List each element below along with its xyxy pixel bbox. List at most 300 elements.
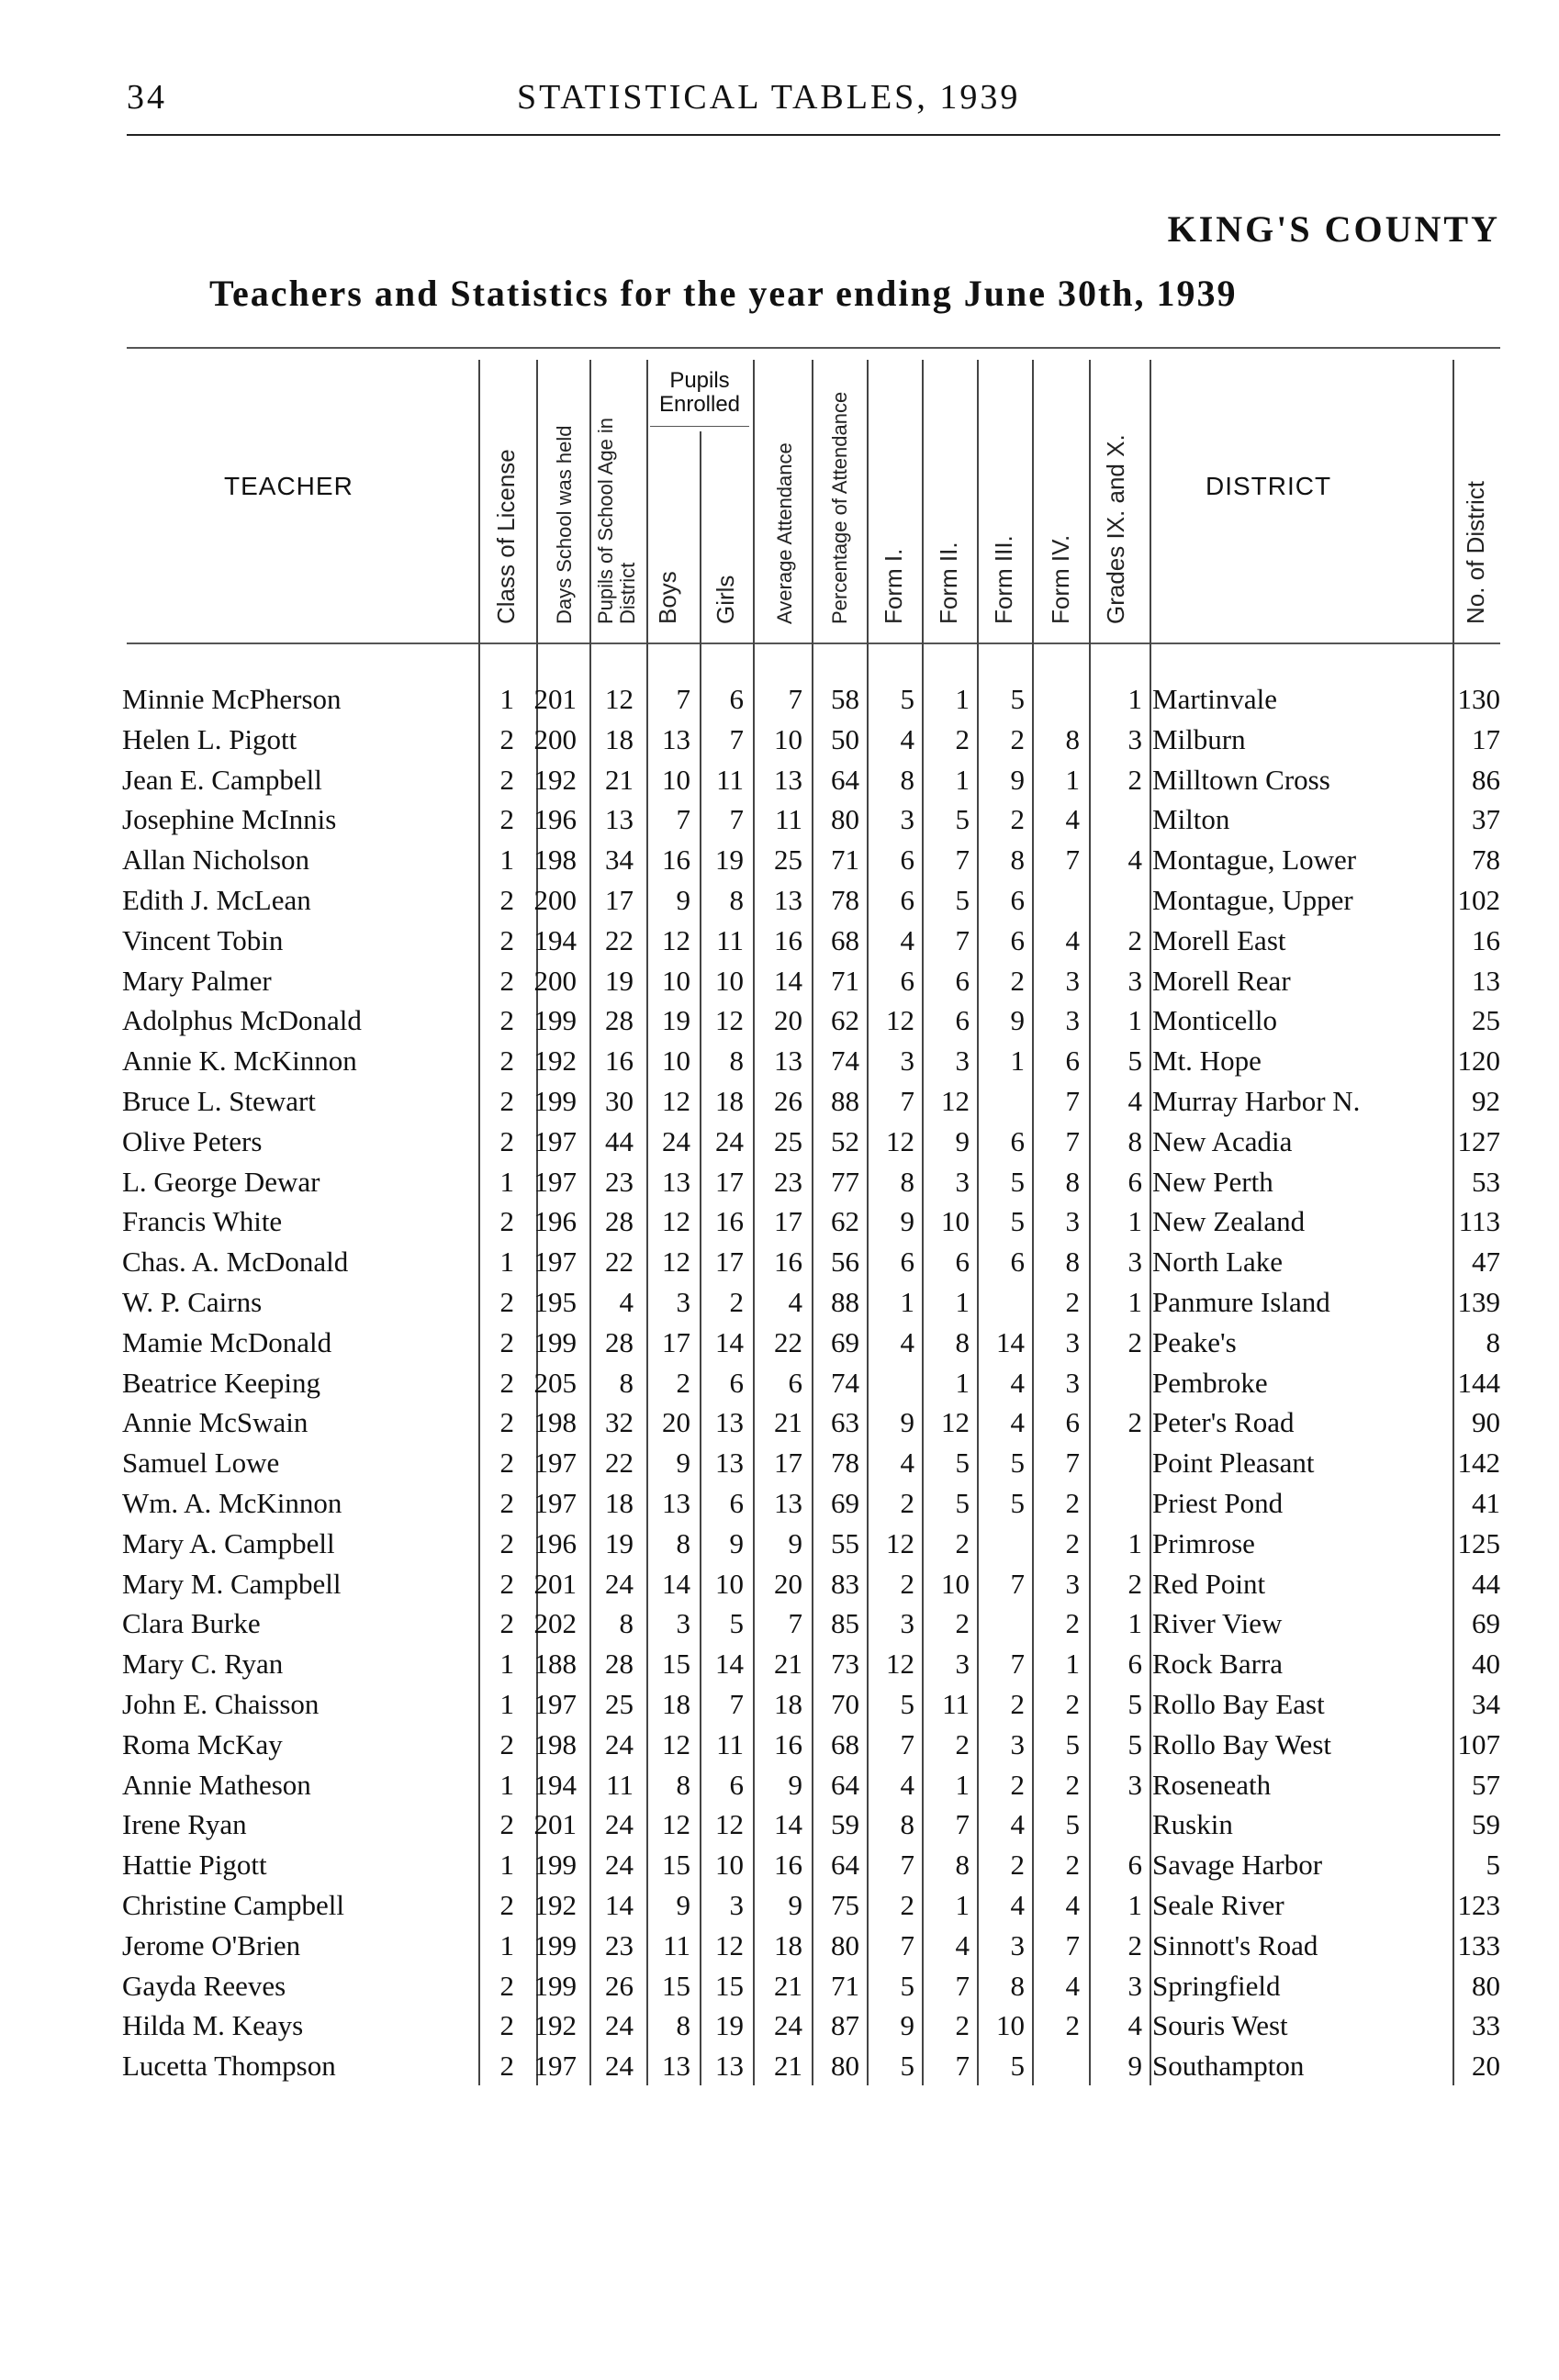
cell-pct: 55 xyxy=(831,1526,859,1559)
cell-age: 11 xyxy=(606,1768,634,1801)
cell-lic: 2 xyxy=(499,1487,514,1519)
cell-f1: 12 xyxy=(886,1648,914,1681)
cell-age: 19 xyxy=(605,964,634,997)
table-row xyxy=(0,1041,1559,1081)
cell-boys: 19 xyxy=(662,1004,690,1037)
cell-f3: 9 xyxy=(1010,763,1025,796)
table-row xyxy=(0,1805,1559,1845)
cell-f4: 6 xyxy=(1065,1045,1080,1078)
teacher-name: Adolphus McDonald xyxy=(122,1004,362,1037)
cell-boys: 12 xyxy=(662,1205,690,1238)
cell-f2: 3 xyxy=(955,1165,970,1198)
cell-age: 14 xyxy=(605,1889,634,1921)
cell-lic: 2 xyxy=(499,722,514,755)
cell-days: 195 xyxy=(533,1286,577,1318)
cell-lic: 2 xyxy=(499,1727,514,1760)
district-column-header: DISTRICT xyxy=(1206,472,1332,500)
cell-days: 199 xyxy=(533,1325,577,1358)
cell-avg: 20 xyxy=(774,1004,802,1037)
cell-boys: 16 xyxy=(662,844,690,877)
cell-lic: 2 xyxy=(499,1969,514,2002)
cell-girls: 17 xyxy=(715,1246,744,1279)
cell-age: 25 xyxy=(605,1688,634,1720)
cell-f2: 2 xyxy=(955,722,970,755)
cell-age: 18 xyxy=(605,722,634,755)
cell-no: 144 xyxy=(1457,1366,1500,1399)
cell-lic: 1 xyxy=(499,1246,514,1279)
cell-boys: 13 xyxy=(662,722,690,755)
cell-lic: 2 xyxy=(499,964,514,997)
cell-gr: 2 xyxy=(1127,923,1142,956)
cell-lic: 2 xyxy=(499,923,514,956)
cell-lic: 1 xyxy=(499,683,514,715)
table-row xyxy=(0,1725,1559,1765)
teacher-name: Chas. A. McDonald xyxy=(122,1246,349,1279)
teacher-name: Hilda M. Keays xyxy=(122,2009,304,2042)
cell-avg: 21 xyxy=(774,1648,802,1681)
cell-avg: 7 xyxy=(788,683,802,715)
teacher-name: Olive Peters xyxy=(122,1124,263,1157)
district-name: Murray Harbor N. xyxy=(1152,1085,1361,1117)
cell-avg: 17 xyxy=(774,1205,802,1238)
cell-f2: 7 xyxy=(955,844,970,877)
cell-f1: 4 xyxy=(900,722,914,755)
cell-lic: 1 xyxy=(499,1165,514,1198)
cell-avg: 6 xyxy=(788,1366,802,1399)
district-name: Morell East xyxy=(1152,923,1286,956)
cell-age: 26 xyxy=(605,1969,634,2002)
table-row xyxy=(0,921,1559,961)
cell-f4: 7 xyxy=(1065,1085,1080,1117)
cell-f3: 1 xyxy=(1010,1045,1025,1078)
cell-days: 194 xyxy=(533,923,577,956)
cell-lic: 2 xyxy=(499,2050,514,2083)
cell-f4: 2 xyxy=(1065,1607,1080,1640)
cell-f3: 4 xyxy=(1010,1406,1025,1439)
cell-avg: 16 xyxy=(774,1849,802,1882)
teacher-name: Allan Nicholson xyxy=(122,844,310,877)
cell-boys: 13 xyxy=(662,1165,690,1198)
cell-avg: 9 xyxy=(788,1889,802,1921)
header-rule xyxy=(127,134,1500,136)
cell-f3: 2 xyxy=(1010,964,1025,997)
cell-no: 34 xyxy=(1472,1688,1500,1720)
district-name: Martinvale xyxy=(1152,683,1278,715)
district-name: Monticello xyxy=(1152,1004,1278,1037)
cell-gr: 1 xyxy=(1127,1607,1142,1640)
cell-girls: 2 xyxy=(729,1286,744,1318)
cell-f4: 1 xyxy=(1065,763,1080,796)
cell-avg: 11 xyxy=(775,803,802,836)
district-name: Peter's Road xyxy=(1152,1406,1295,1439)
cell-lic: 2 xyxy=(499,1045,514,1078)
cell-no: 25 xyxy=(1472,1004,1500,1037)
district-name: Panmure Island xyxy=(1152,1286,1330,1318)
cell-avg: 9 xyxy=(788,1526,802,1559)
teacher-name: Jerome O'Brien xyxy=(122,1928,301,1961)
cell-boys: 13 xyxy=(662,2050,690,2083)
cell-gr: 3 xyxy=(1127,722,1142,755)
cell-no: 139 xyxy=(1457,1286,1500,1318)
cell-days: 201 xyxy=(533,1567,577,1600)
table-row xyxy=(0,1926,1559,1966)
cell-no: 125 xyxy=(1457,1526,1500,1559)
cell-gr: 4 xyxy=(1127,844,1142,877)
cell-f2: 6 xyxy=(955,1004,970,1037)
cell-age: 32 xyxy=(605,1406,634,1439)
cell-lic: 2 xyxy=(499,2009,514,2042)
pupils-school-age-header: Pupils of School Age in District xyxy=(594,417,639,624)
cell-f2: 1 xyxy=(955,1366,970,1399)
teacher-name: Christine Campbell xyxy=(122,1889,344,1921)
district-name: Peake's xyxy=(1152,1325,1237,1358)
cell-age: 12 xyxy=(605,683,634,715)
cell-f4: 3 xyxy=(1065,1205,1080,1238)
cell-girls: 6 xyxy=(729,1768,744,1801)
district-name: Point Pleasant xyxy=(1152,1447,1315,1480)
cell-gr: 1 xyxy=(1127,1004,1142,1037)
table-row xyxy=(0,1564,1559,1604)
district-name: River View xyxy=(1152,1607,1283,1640)
cell-age: 23 xyxy=(605,1928,634,1961)
cell-f3: 7 xyxy=(1010,1567,1025,1600)
table-row xyxy=(0,1845,1559,1885)
cell-f1: 7 xyxy=(900,1085,914,1117)
cell-f3: 5 xyxy=(1010,1487,1025,1519)
cell-boys: 10 xyxy=(662,964,690,997)
cell-no: 20 xyxy=(1472,2050,1500,2083)
cell-avg: 13 xyxy=(774,1045,802,1078)
form3-header: Form III. xyxy=(990,535,1017,624)
cell-days: 197 xyxy=(533,1246,577,1279)
cell-f2: 7 xyxy=(955,923,970,956)
cell-avg: 25 xyxy=(774,1124,802,1157)
cell-avg: 14 xyxy=(774,1808,802,1841)
cell-lic: 1 xyxy=(499,1768,514,1801)
table-row xyxy=(0,1684,1559,1725)
cell-pct: 74 xyxy=(831,1366,859,1399)
teacher-name: Beatrice Keeping xyxy=(122,1366,321,1399)
table-row xyxy=(0,1885,1559,1926)
cell-boys: 7 xyxy=(676,803,690,836)
cell-girls: 11 xyxy=(716,1727,744,1760)
form2-header: Form II. xyxy=(935,542,962,624)
cell-pct: 64 xyxy=(831,1768,859,1801)
cell-f4: 3 xyxy=(1065,1325,1080,1358)
cell-f1: 5 xyxy=(900,683,914,715)
district-name: Rollo Bay West xyxy=(1152,1727,1331,1760)
cell-days: 192 xyxy=(533,2009,577,2042)
cell-f2: 8 xyxy=(955,1849,970,1882)
cell-girls: 11 xyxy=(716,923,744,956)
district-name: Roseneath xyxy=(1152,1768,1272,1801)
cell-age: 22 xyxy=(605,1246,634,1279)
cell-boys: 17 xyxy=(662,1325,690,1358)
cell-no: 44 xyxy=(1472,1567,1500,1600)
cell-f1: 4 xyxy=(900,923,914,956)
cell-age: 28 xyxy=(605,1648,634,1681)
cell-days: 197 xyxy=(533,2050,577,2083)
cell-girls: 13 xyxy=(715,2050,744,2083)
table-row xyxy=(0,1363,1559,1403)
cell-days: 201 xyxy=(533,1808,577,1841)
cell-f2: 3 xyxy=(955,1648,970,1681)
cell-girls: 10 xyxy=(715,964,744,997)
cell-f3: 4 xyxy=(1010,1366,1025,1399)
cell-lic: 1 xyxy=(499,1928,514,1961)
cell-boys: 3 xyxy=(676,1286,690,1318)
cell-f3: 2 xyxy=(1010,722,1025,755)
district-name: Montague, Upper xyxy=(1152,884,1353,916)
table-row xyxy=(0,2006,1559,2046)
cell-days: 196 xyxy=(533,1205,577,1238)
cell-age: 8 xyxy=(619,1366,634,1399)
cell-f3: 6 xyxy=(1010,1246,1025,1279)
cell-f4: 2 xyxy=(1065,2009,1080,2042)
cell-age: 44 xyxy=(605,1124,634,1157)
cell-pct: 88 xyxy=(831,1085,859,1117)
cell-avg: 14 xyxy=(774,964,802,997)
cell-f2: 12 xyxy=(941,1406,970,1439)
cell-f1: 5 xyxy=(900,2050,914,2083)
table-row xyxy=(0,1122,1559,1162)
teacher-name: Mary M. Campbell xyxy=(122,1567,342,1600)
cell-days: 199 xyxy=(533,1004,577,1037)
cell-girls: 10 xyxy=(715,1849,744,1882)
table-row xyxy=(0,1162,1559,1202)
class-of-license-header: Class of License xyxy=(492,449,520,624)
table-row xyxy=(0,1201,1559,1242)
cell-avg: 18 xyxy=(774,1688,802,1720)
district-name: Souris West xyxy=(1152,2009,1288,2042)
district-name: New Acadia xyxy=(1152,1124,1293,1157)
cell-f2: 11 xyxy=(942,1688,970,1720)
cell-f4: 3 xyxy=(1065,1567,1080,1600)
table-row xyxy=(0,1765,1559,1805)
cell-days: 192 xyxy=(533,763,577,796)
cell-boys: 18 xyxy=(662,1688,690,1720)
cell-f2: 9 xyxy=(955,1124,970,1157)
cell-pct: 50 xyxy=(831,722,859,755)
cell-no: 41 xyxy=(1472,1487,1500,1519)
cell-days: 198 xyxy=(533,1727,577,1760)
cell-f1: 12 xyxy=(886,1526,914,1559)
table-row xyxy=(0,1966,1559,2006)
cell-no: 5 xyxy=(1486,1849,1500,1882)
cell-lic: 2 xyxy=(499,803,514,836)
cell-gr: 8 xyxy=(1127,1124,1142,1157)
cell-f2: 1 xyxy=(955,763,970,796)
cell-pct: 69 xyxy=(831,1325,859,1358)
district-name: Savage Harbor xyxy=(1152,1849,1323,1882)
table-row xyxy=(0,1603,1559,1644)
cell-f2: 2 xyxy=(955,1607,970,1640)
cell-f4: 7 xyxy=(1065,1928,1080,1961)
district-name: Primrose xyxy=(1152,1526,1255,1559)
cell-f1: 5 xyxy=(900,1688,914,1720)
cell-f3: 6 xyxy=(1010,1124,1025,1157)
cell-gr: 9 xyxy=(1127,2050,1142,2083)
table-row xyxy=(0,1000,1559,1041)
cell-boys: 12 xyxy=(662,1808,690,1841)
cell-f1: 6 xyxy=(900,964,914,997)
cell-lic: 2 xyxy=(499,1526,514,1559)
district-name: Southampton xyxy=(1152,2050,1305,2083)
cell-lic: 2 xyxy=(499,1889,514,1921)
teacher-name: Edith J. McLean xyxy=(122,884,311,916)
cell-no: 57 xyxy=(1472,1768,1500,1801)
cell-girls: 11 xyxy=(716,763,744,796)
cell-pct: 71 xyxy=(831,964,859,997)
cell-boys: 13 xyxy=(662,1487,690,1519)
cell-age: 30 xyxy=(605,1085,634,1117)
cell-f1: 3 xyxy=(900,1607,914,1640)
teacher-column-header: TEACHER xyxy=(224,472,353,500)
cell-f1: 12 xyxy=(886,1004,914,1037)
cell-f3: 6 xyxy=(1010,923,1025,956)
cell-girls: 3 xyxy=(729,1889,744,1921)
cell-no: 86 xyxy=(1472,763,1500,796)
district-name: Montague, Lower xyxy=(1152,844,1357,877)
cell-days: 196 xyxy=(533,803,577,836)
cell-f4: 2 xyxy=(1065,1487,1080,1519)
table-subtitle: Teachers and Statistics for the year ending June 30th, 1939 xyxy=(209,273,1238,314)
cell-f1: 4 xyxy=(900,1768,914,1801)
cell-days: 196 xyxy=(533,1526,577,1559)
cell-f4: 8 xyxy=(1065,722,1080,755)
cell-f2: 7 xyxy=(955,2050,970,2083)
cell-age: 24 xyxy=(605,1727,634,1760)
cell-f2: 10 xyxy=(941,1205,970,1238)
cell-avg: 13 xyxy=(774,763,802,796)
cell-days: 199 xyxy=(533,1085,577,1117)
cell-gr: 1 xyxy=(1127,1526,1142,1559)
cell-avg: 20 xyxy=(774,1567,802,1600)
cell-avg: 17 xyxy=(774,1447,802,1480)
cell-f4: 5 xyxy=(1065,1808,1080,1841)
teacher-name: Vincent Tobin xyxy=(122,923,284,956)
teacher-name: L. George Dewar xyxy=(122,1165,320,1198)
teacher-name: Annie McSwain xyxy=(122,1406,308,1439)
cell-lic: 2 xyxy=(499,1808,514,1841)
district-name: Seale River xyxy=(1152,1889,1284,1921)
cell-girls: 9 xyxy=(729,1526,744,1559)
cell-age: 24 xyxy=(605,2050,634,2083)
cell-f2: 5 xyxy=(955,1447,970,1480)
cell-pct: 75 xyxy=(831,1889,859,1921)
cell-f3: 4 xyxy=(1010,1808,1025,1841)
cell-boys: 12 xyxy=(662,923,690,956)
cell-no: 130 xyxy=(1457,683,1500,715)
cell-avg: 25 xyxy=(774,844,802,877)
table-row xyxy=(0,1323,1559,1363)
cell-girls: 14 xyxy=(715,1325,744,1358)
cell-f4: 3 xyxy=(1065,1004,1080,1037)
cell-girls: 18 xyxy=(715,1085,744,1117)
form1-header: Form I. xyxy=(880,548,907,624)
cell-days: 197 xyxy=(533,1688,577,1720)
cell-girls: 13 xyxy=(715,1406,744,1439)
district-name: Ruskin xyxy=(1152,1808,1233,1841)
cell-f4: 4 xyxy=(1065,1889,1080,1921)
cell-pct: 78 xyxy=(831,1447,859,1480)
table-row xyxy=(0,840,1559,880)
cell-f3: 14 xyxy=(996,1325,1025,1358)
cell-f2: 2 xyxy=(955,1727,970,1760)
cell-f1: 9 xyxy=(900,1406,914,1439)
cell-f2: 10 xyxy=(941,1567,970,1600)
cell-f3: 5 xyxy=(1010,1165,1025,1198)
cell-f3: 3 xyxy=(1010,1928,1025,1961)
cell-no: 142 xyxy=(1457,1447,1500,1480)
cell-gr: 2 xyxy=(1127,1567,1142,1600)
cell-f3: 5 xyxy=(1010,1205,1025,1238)
cell-f4: 5 xyxy=(1065,1727,1080,1760)
cell-days: 199 xyxy=(533,1849,577,1882)
teacher-name: Helen L. Pigott xyxy=(122,722,297,755)
cell-lic: 1 xyxy=(499,1688,514,1720)
cell-f1: 6 xyxy=(900,884,914,916)
cell-pct: 80 xyxy=(831,803,859,836)
cell-boys: 11 xyxy=(663,1928,690,1961)
cell-f2: 7 xyxy=(955,1969,970,2002)
teacher-name: Mamie McDonald xyxy=(122,1325,332,1358)
cell-no: 47 xyxy=(1472,1246,1500,1279)
cell-age: 16 xyxy=(605,1045,634,1078)
cell-f3: 9 xyxy=(1010,1004,1025,1037)
cell-boys: 10 xyxy=(662,763,690,796)
cell-f1: 2 xyxy=(900,1487,914,1519)
cell-no: 16 xyxy=(1472,923,1500,956)
cell-boys: 14 xyxy=(662,1567,690,1600)
pupils-enrolled-header: Pupils Enrolled xyxy=(658,368,741,417)
cell-boys: 15 xyxy=(662,1648,690,1681)
cell-boys: 12 xyxy=(662,1246,690,1279)
cell-avg: 26 xyxy=(774,1085,802,1117)
cell-f3: 4 xyxy=(1010,1889,1025,1921)
cell-lic: 2 xyxy=(499,1325,514,1358)
table-row xyxy=(0,760,1559,800)
teacher-name: Annie Matheson xyxy=(122,1768,311,1801)
cell-girls: 13 xyxy=(715,1447,744,1480)
cell-lic: 1 xyxy=(499,844,514,877)
cell-f2: 12 xyxy=(941,1085,970,1117)
table-row xyxy=(0,720,1559,760)
cell-no: 80 xyxy=(1472,1969,1500,2002)
cell-pct: 71 xyxy=(831,1969,859,2002)
cell-days: 197 xyxy=(533,1124,577,1157)
cell-girls: 15 xyxy=(715,1969,744,2002)
cell-f2: 4 xyxy=(955,1928,970,1961)
cell-lic: 2 xyxy=(499,1406,514,1439)
cell-no: 40 xyxy=(1472,1648,1500,1681)
cell-girls: 10 xyxy=(715,1567,744,1600)
cell-no: 127 xyxy=(1457,1124,1500,1157)
cell-no: 113 xyxy=(1458,1205,1500,1238)
cell-f4: 7 xyxy=(1065,1124,1080,1157)
cell-f4: 2 xyxy=(1065,1849,1080,1882)
cell-f1: 3 xyxy=(900,803,914,836)
cell-no: 37 xyxy=(1472,803,1500,836)
cell-no: 69 xyxy=(1472,1607,1500,1640)
district-name: New Perth xyxy=(1152,1165,1273,1198)
district-name: Red Point xyxy=(1152,1567,1266,1600)
cell-days: 199 xyxy=(533,1969,577,2002)
cell-gr: 6 xyxy=(1127,1849,1142,1882)
cell-gr: 6 xyxy=(1127,1165,1142,1198)
teacher-name: Lucetta Thompson xyxy=(122,2050,336,2083)
cell-f1: 8 xyxy=(900,1165,914,1198)
